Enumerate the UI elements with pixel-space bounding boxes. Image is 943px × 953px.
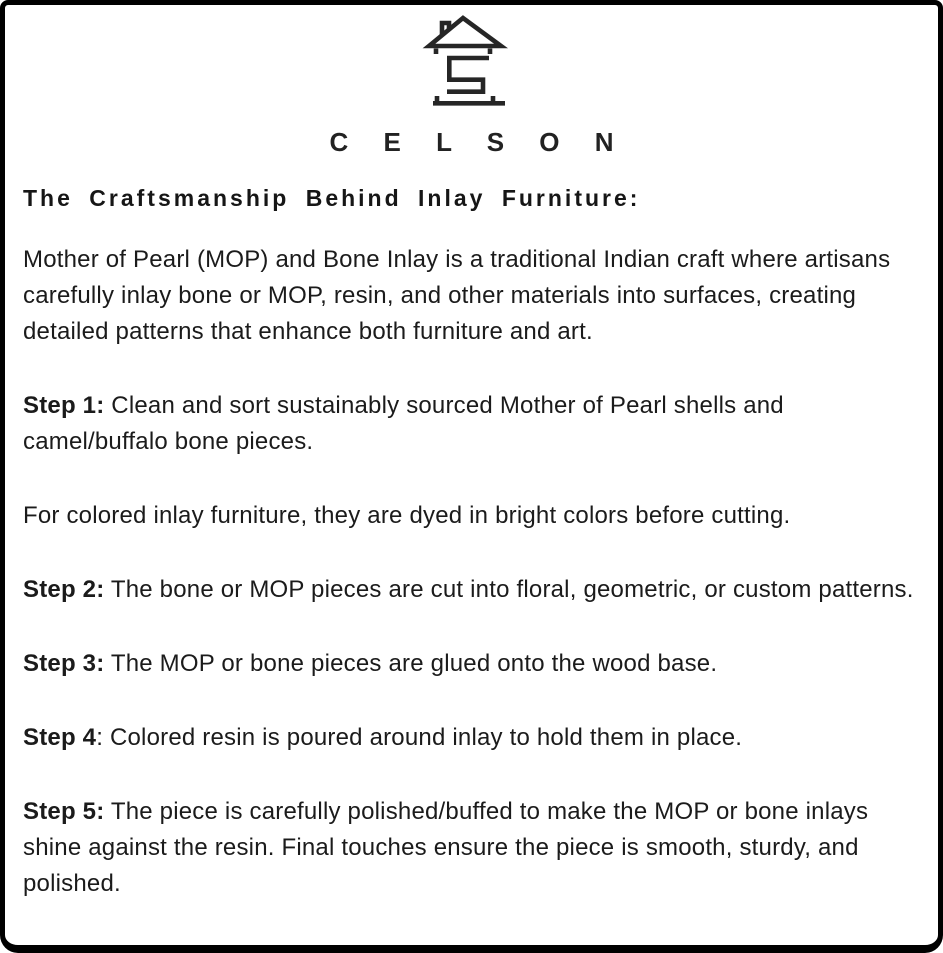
step-label: Step 2: — [23, 576, 105, 603]
step-4-paragraph — [23, 720, 920, 756]
paragraph-text: The MOP or bone pieces are glued onto the wood base. — [104, 650, 718, 677]
step-1-paragraph — [23, 388, 920, 460]
step-label: Step 4 — [23, 724, 97, 751]
colored-inlay-note — [23, 498, 920, 534]
step-label: Step 1: — [23, 392, 105, 419]
intro-paragraph — [23, 242, 920, 350]
page-title: The Craftsmanship Behind Inlay Furniture: — [23, 185, 641, 211]
paragraph-text: For colored inlay furniture, they are dyed in bright colors before cutting. — [23, 502, 791, 529]
step-3-paragraph — [23, 646, 920, 682]
paragraph-text: The bone or MOP pieces are cut into floral, geometric, or custom patterns. — [104, 576, 914, 603]
paragraph-text: Clean and sort sustainably sourced Mother of Pearl shells and camel/buffalo bone pieces. — [23, 392, 784, 455]
step-label: Step 3: — [23, 650, 105, 677]
step-label: Step 5: — [23, 798, 105, 825]
paragraph-text: The piece is carefully polished/buffed to make the MOP or bone inlays shine against the resin. Final touches ensure the piece is smooth, sturdy, and polished. — [23, 798, 869, 897]
brand-wordmark: C E L S O N — [329, 127, 628, 157]
step-5-paragraph — [23, 794, 920, 902]
logo-container — [23, 11, 920, 113]
paragraph-text: Mother of Pearl (MOP) and Bone Inlay is a traditional Indian craft where artisans carefully inlay bone or MOP, resin, and other materials into surfaces, creating detailed patterns that enhance both furniture and art. — [23, 246, 891, 345]
house-logo-icon — [422, 11, 522, 113]
step-2-paragraph — [23, 572, 920, 608]
paragraph-text: : Colored resin is poured around inlay to hold them in place. — [96, 724, 743, 751]
